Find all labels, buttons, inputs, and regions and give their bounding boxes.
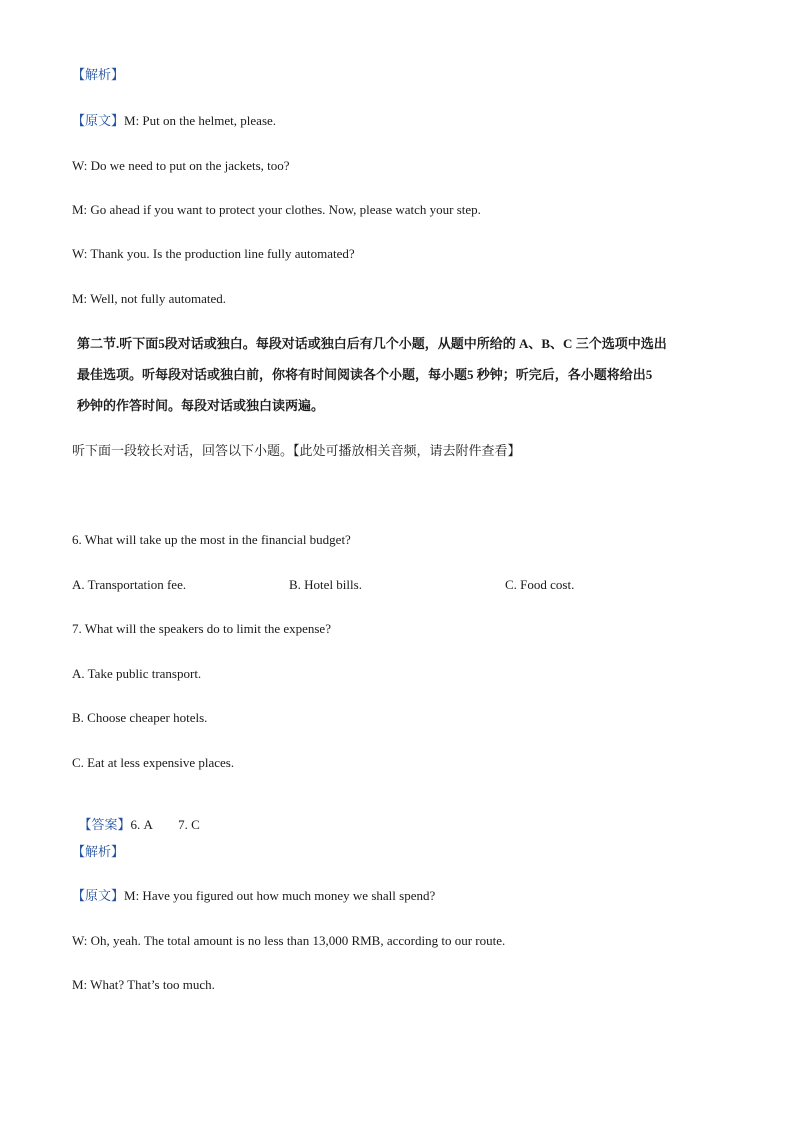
dialogue-line: M: What? That’s too much.: [72, 977, 215, 992]
transcript-label: 【原文】: [72, 113, 125, 128]
listening-intro: 听下面一段较长对话，回答以下小题。【此处可播放相关音频，请去附件查看】: [72, 443, 521, 458]
q7-option-c: C. Eat at less expensive places.: [72, 755, 235, 770]
q7-option-b: B. Choose cheaper hotels.: [72, 710, 208, 725]
instruction-line: 第二节.听下面5段对话或独白。每段对话或独白后有几个小题，从题中所给的 A、B、C 三个选项中选出: [77, 336, 667, 351]
answer-value: 6. A 7. C: [130, 817, 200, 832]
section-instructions: [77, 328, 737, 421]
dialogue-line: W: Thank you. Is the production line fully automated?: [72, 246, 355, 261]
transcript-line: [72, 887, 435, 905]
dialogue-line: M: Well, not fully automated.: [72, 291, 226, 306]
analysis-label: 【解析】: [72, 844, 125, 859]
analysis-label: 【解析】: [72, 67, 125, 82]
q6-option-a: A. Transportation fee.: [72, 577, 187, 592]
transcript-text: M: Put on the helmet, please.: [124, 113, 277, 128]
dialogue-line: M: Go ahead if you want to protect your clothes. Now, please watch your step.: [72, 202, 481, 217]
q6-option-b: B. Hotel bills.: [289, 577, 362, 592]
q7-option-a: A. Take public transport.: [72, 666, 202, 681]
instruction-line: 最佳选项。听每段对话或独白前，你将有时间阅读各个小题，每小题5 秒钟；听完后，各小题将给出5: [77, 367, 653, 382]
dialogue-line: W: Do we need to put on the jackets, too?: [72, 158, 290, 173]
q6-option-c: C. Food cost.: [505, 577, 575, 592]
transcript-text: M: Have you figured out how much money we shall spend?: [124, 888, 436, 903]
dialogue-line: W: Oh, yeah. The total amount is no less than 13,000 RMB, according to our route.: [72, 933, 506, 948]
transcript-line: [72, 112, 276, 130]
instruction-line: 秒钟的作答时间。每段对话或独白读两遍。: [77, 398, 325, 413]
question-7: 7. What will the speakers do to limit the expense?: [72, 621, 331, 636]
answer-label: 【答案】: [78, 817, 131, 832]
answer-line: [72, 798, 200, 834]
question-6: 6. What will take up the most in the financial budget?: [72, 532, 351, 547]
transcript-label: 【原文】: [72, 888, 125, 903]
